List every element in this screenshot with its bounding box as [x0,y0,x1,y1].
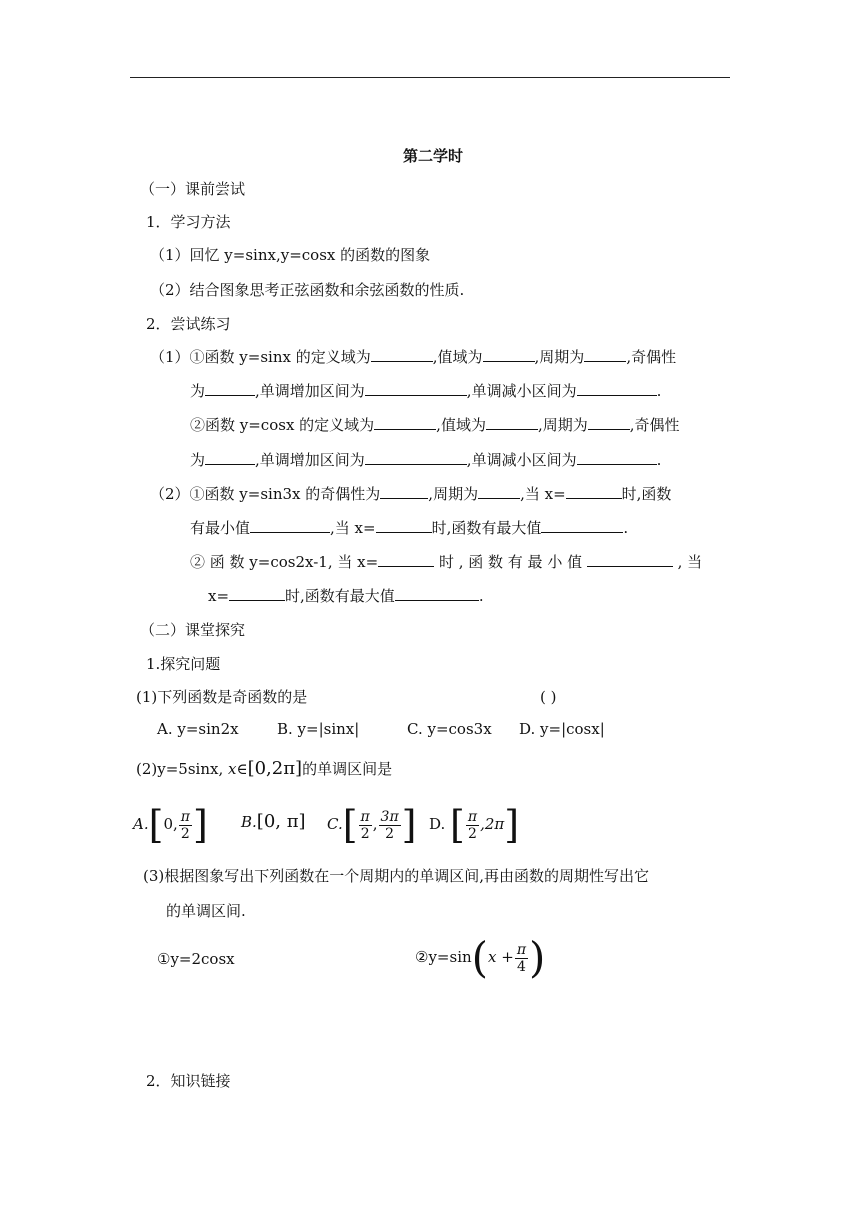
problem-1-option-a: A. y=sin2x [157,720,239,738]
problem-1-option-d: D. y=|cosx| [519,720,605,738]
practice-1-line-3: ②函数 y=cosx 的定义域为 ,值域为 ,周期为 ,奇偶性 [190,416,680,434]
problem-3-line-2: 的单调区间. [166,902,246,920]
subsection-practice: 2．尝试练习 [146,315,231,333]
problem-2-option-d: D. [ $\frac{\pi}{2}$ ,2π] [429,803,520,847]
subsection-learning-method: 1．学习方法 [146,213,231,231]
practice-2-line-2: 有最小值 ,当 x= 时,函数有最大值 . [190,519,629,537]
problem-1-stem: (1)下列函数是奇函数的是 [136,688,308,706]
subsection-explore: 1.探究问题 [146,655,221,673]
problem-2-option-b: B.[0, π] [241,811,306,832]
section-heading-2: （二）课堂探究 [140,621,246,639]
learning-method-1: （1）回忆 y=sinx,y=cosx 的函数的图象 [150,246,431,264]
problem-1-option-b: B. y=|sinx| [277,720,360,738]
problem-2-option-a: A.[0, $\frac{\pi}{2}$ ] [133,803,208,847]
learning-method-2: （2）结合图象思考正弦函数和余弦函数的性质. [150,281,465,299]
problem-1-answer-paren: ( ) [540,688,557,706]
practice-1-line-2: 为 ,单调增加区间为 ,单调减小区间为 . [190,382,662,400]
practice-2-line-3: ② 函 数 y=cos2x-1, 当 x= 时 , 函 数 有 最 小 值 , 当 [190,553,703,571]
practice-2-line-4: x= 时,函数有最大值 . [208,587,484,605]
problem-3-line-1: (3)根据图象写出下列函数在一个周期内的单调区间,再由函数的周期性写出它 [143,867,650,885]
problem-1-option-c: C. y=cos3x [407,720,492,738]
practice-1-line-4: 为 ,单调增加区间为 ,单调减小区间为 . [190,451,662,469]
problem-2-option-c: C.[ $\frac{\pi}{2}$ , $\frac{3\pi}{2}$ ] [327,803,417,847]
subsection-knowledge-link: 2．知识链接 [146,1072,231,1090]
header-rule [130,77,730,78]
problem-3-function-1: ①y=2cosx [157,950,235,968]
practice-1-line-1: （1）①函数 y=sinx 的定义域为 ,值域为 ,周期为 ,奇偶性 [150,348,677,366]
problem-2-stem: (2)y=5sinx, x∈[0,2π]的单调区间是 [136,758,393,779]
problem-3-function-2: ②y=sin(x + $\frac{\pi}{4}$ ) [415,933,546,982]
practice-2-line-1: （2）①函数 y=sin3x 的奇偶性为 ,周期为 ,当 x= 时,函数 [150,485,672,503]
section-heading-1: （一）课前尝试 [140,180,246,198]
page-title: 第二学时 [403,147,464,165]
